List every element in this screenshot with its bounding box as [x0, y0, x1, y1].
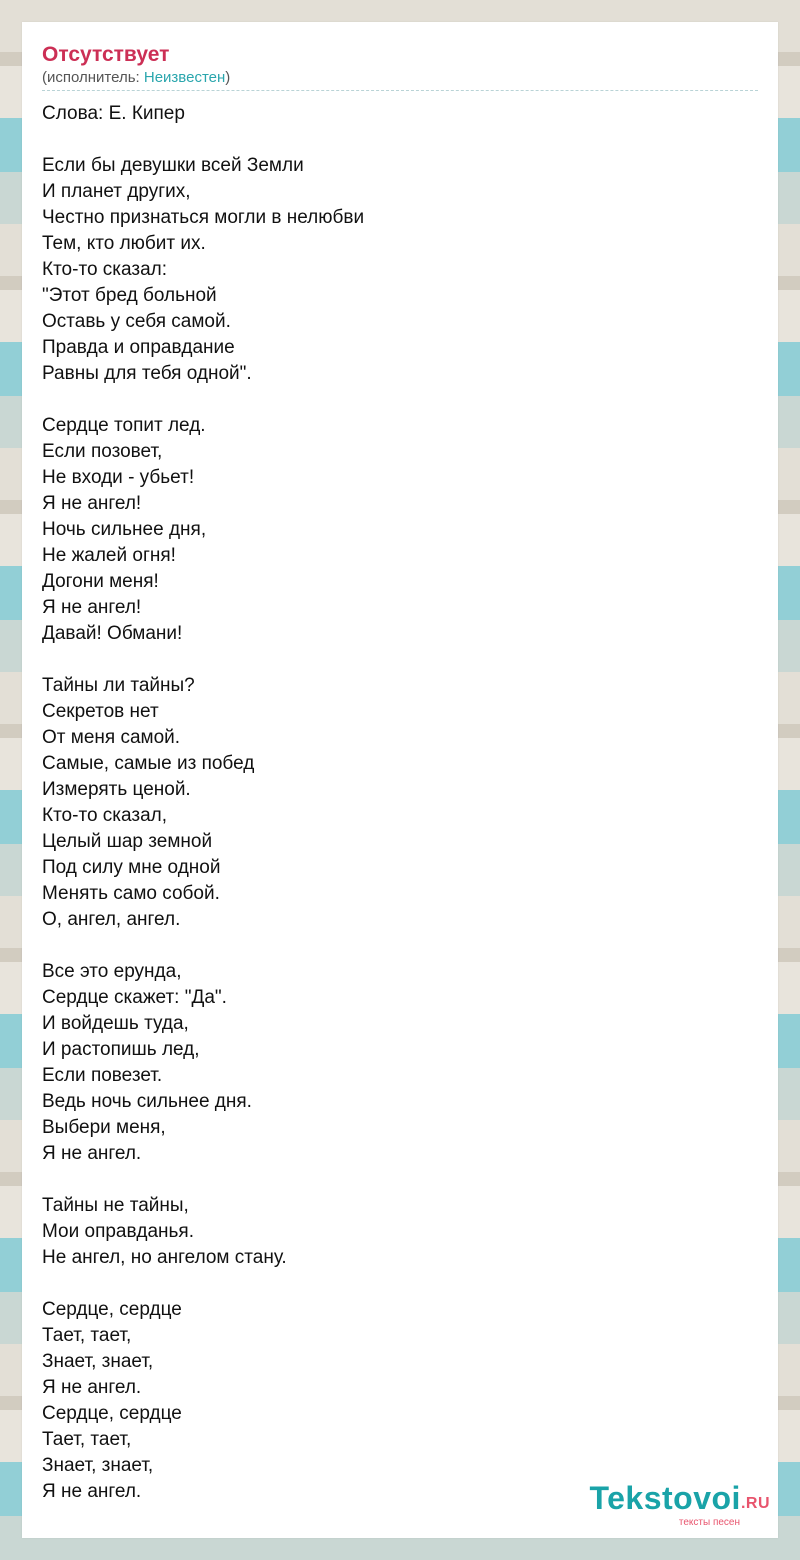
lyrics-card — [22, 22, 778, 1538]
logo-tagline: тексты песен — [678, 1517, 740, 1528]
logo-wordmark — [589, 1481, 770, 1521]
logo-main-text: Tekstovoi — [589, 1480, 741, 1516]
logo-domain-suffix: .RU — [740, 1495, 770, 1512]
song-title: Отсутствует — [42, 43, 170, 66]
performer-link[interactable]: Неизвестен — [143, 69, 226, 86]
site-logo[interactable] — [589, 1481, 770, 1528]
performer-prefix: (исполнитель: — [42, 69, 144, 86]
performer-suffix: ) — [225, 69, 231, 86]
performer-line — [42, 68, 758, 91]
lyrics-text: Слова: Е. Кипер Если бы девушки всей Земли И планет других, Честно признаться могли в нелюбви Тем, кто любит их. Кто-то сказал: "Этот бред больной Оставь у себя самой. Правда и оправдание Равны для тебя одной". Сердце топит лед. Если позовет, Не входи - убьет! Я не ангел! Ночь сильнее дня, Не жалей огня! Догони меня! Я не ангел! Давай! Обмани! Тайны ли тайны? Секретов нет От меня самой. Самые, самые из побед Измерять ценой. Кто-то сказал, Целый шар земной Под силу мне одной Менять само собой. О, ангел, ангел. Все это ерунда, Сердце скажет: "Да". И войдешь туда, И растопишь лед, Если повезет. Ведь ночь сильнее дня. Выбери меня, Я не ангел. Тайны не тайны, Мои оправданья. Не ангел, но ангелом стану. Сердце, сердце Тает, тает, Знает, знает, Я не ангел. Сердце, сердце Тает, тает, Знает, знает, Я не ангел. — [42, 103, 365, 1502]
